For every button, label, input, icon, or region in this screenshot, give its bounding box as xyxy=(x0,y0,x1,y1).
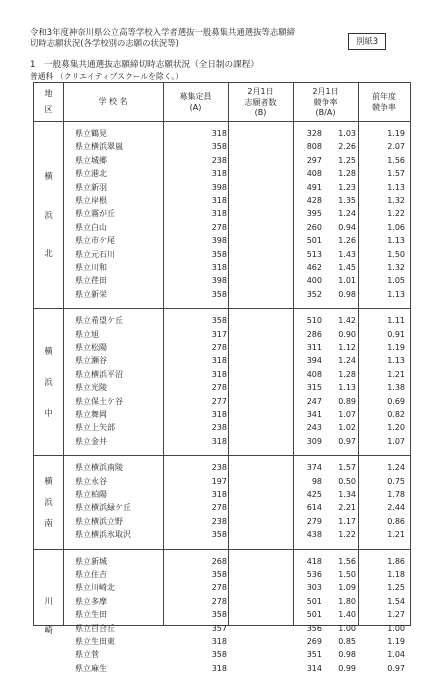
applicants-cell: 314 xyxy=(306,663,322,673)
applicants-cell: 510 xyxy=(306,316,322,326)
capacity-cell: 318 xyxy=(211,263,227,272)
prev-ratio-cell: 2.44 xyxy=(387,503,405,513)
ratio-cell: 0.99 xyxy=(338,663,356,673)
ratio-cell: 0.50 xyxy=(338,476,356,486)
prev-ratio-cell: 1.19 xyxy=(387,637,405,646)
applicants-cell: 501 xyxy=(306,596,322,606)
ratio-cell: 0.85 xyxy=(338,637,356,646)
table-body xyxy=(34,83,410,673)
school-name-cell: 県立岸根 xyxy=(75,196,107,205)
applicants-cell: 260 xyxy=(306,222,322,232)
header-prev-ratio: 前年度 競争率 xyxy=(372,92,396,112)
table-row xyxy=(63,261,410,274)
ratio-cell: 1.01 xyxy=(338,276,356,286)
capacity-cell: 318 xyxy=(211,490,227,499)
ratio-cell: 1.17 xyxy=(338,516,356,526)
capacity-cell: 318 xyxy=(211,369,227,379)
region-char: 南 xyxy=(44,517,53,528)
prev-ratio-cell: 1.57 xyxy=(387,169,405,179)
table-row xyxy=(63,515,410,528)
school-name-cell: 県立永谷 xyxy=(75,476,107,486)
prev-ratio-cell: 0.82 xyxy=(387,410,405,419)
table-row xyxy=(63,234,410,247)
applicants-cell: 351 xyxy=(306,650,322,660)
prev-ratio-cell: 1.22 xyxy=(387,209,405,219)
school-name-cell: 県立横浜南陵 xyxy=(75,463,123,473)
ratio-cell: 1.28 xyxy=(338,369,356,379)
header-ratio: 2月1日 競争率 (B/A) xyxy=(312,87,339,117)
ratio-cell: 1.34 xyxy=(338,490,356,499)
school-name-cell: 県立川崎北 xyxy=(75,583,115,593)
applicants-cell: 438 xyxy=(306,530,322,540)
prev-ratio-cell: 1.86 xyxy=(387,556,405,566)
capacity-cell: 398 xyxy=(211,182,227,192)
school-name-cell: 県立白山 xyxy=(75,222,107,232)
school-name-cell: 県立元石川 xyxy=(75,249,115,259)
document-title xyxy=(30,27,330,49)
table-row xyxy=(63,555,410,568)
capacity-cell: 278 xyxy=(211,222,227,232)
applicants-cell: 501 xyxy=(306,610,322,620)
capacity-cell: 358 xyxy=(211,316,227,326)
prev-ratio-cell: 0.75 xyxy=(387,476,405,486)
table-row xyxy=(63,207,410,220)
prev-ratio-cell: 0.86 xyxy=(387,516,405,526)
school-name-cell: 県立市ケ尾 xyxy=(75,236,115,246)
applicants-cell: 408 xyxy=(306,369,322,379)
school-name-cell: 県立鶴見 xyxy=(75,129,107,138)
table-row xyxy=(63,648,410,661)
prev-ratio-cell: 1.78 xyxy=(387,490,405,499)
capacity-cell: 278 xyxy=(211,383,227,393)
school-name-cell: 県立横浜氷取沢 xyxy=(75,530,131,540)
applicants-cell: 408 xyxy=(306,169,322,179)
school-name-cell: 県立住吉 xyxy=(75,570,107,579)
table-row xyxy=(63,408,410,421)
prev-ratio-cell: 1.25 xyxy=(387,583,405,593)
prev-ratio-cell: 1.04 xyxy=(387,650,405,660)
school-name-cell: 県立麻生 xyxy=(75,663,107,673)
applicants-cell: 356 xyxy=(306,623,322,633)
table-row xyxy=(63,581,410,594)
region-label xyxy=(34,121,63,308)
ratio-cell: 1.00 xyxy=(338,623,356,633)
region-label xyxy=(34,549,63,682)
school-name-cell: 県立保土ケ谷 xyxy=(75,396,123,406)
table-row xyxy=(63,528,410,541)
school-name-cell: 県立瀬谷 xyxy=(75,356,107,366)
applicants-cell: 297 xyxy=(306,155,322,165)
table-row xyxy=(63,488,410,501)
applicants-cell: 462 xyxy=(306,263,322,272)
prev-ratio-cell: 1.38 xyxy=(387,383,405,393)
ratio-cell: 1.25 xyxy=(338,155,356,165)
prev-ratio-cell: 1.13 xyxy=(387,289,405,299)
capacity-cell: 238 xyxy=(211,463,227,473)
applicants-table xyxy=(33,82,411,673)
ratio-cell: 1.57 xyxy=(338,463,356,473)
applicants-cell: 315 xyxy=(306,383,322,393)
region-char: 崎 xyxy=(44,624,53,635)
subsection-note: 普通科 （クリエイティブスクールを除く。） xyxy=(30,72,184,81)
prev-ratio-cell: 0.91 xyxy=(387,329,405,339)
ratio-cell: 1.12 xyxy=(338,343,356,352)
ratio-cell: 0.98 xyxy=(338,650,356,660)
applicants-cell: 303 xyxy=(306,583,322,593)
header-school: 学 校 名 xyxy=(98,97,128,106)
applicants-cell: 309 xyxy=(306,436,322,446)
ratio-cell: 1.28 xyxy=(338,169,356,179)
prev-ratio-cell: 1.20 xyxy=(387,423,405,433)
applicants-cell: 395 xyxy=(306,209,322,219)
capacity-cell: 197 xyxy=(211,476,227,486)
table-row xyxy=(63,341,410,354)
region-char: 浜 xyxy=(44,496,53,507)
ratio-cell: 1.09 xyxy=(338,583,356,593)
school-name-cell: 県立旭 xyxy=(75,329,99,339)
section-heading: 1 一般募集共通選抜志願締切時志願状況（全日制の課程） xyxy=(30,60,259,70)
ratio-cell: 1.02 xyxy=(338,423,356,433)
prev-ratio-cell: 1.32 xyxy=(387,263,405,272)
capacity-cell: 238 xyxy=(211,423,227,433)
table-row xyxy=(63,194,410,207)
school-name-cell: 県立菅 xyxy=(75,650,99,660)
ratio-cell: 1.56 xyxy=(338,556,356,566)
table-row xyxy=(63,167,410,180)
table-row xyxy=(63,501,410,514)
capacity-cell: 318 xyxy=(211,129,227,138)
ratio-cell: 0.90 xyxy=(338,329,356,339)
prev-ratio-cell: 1.50 xyxy=(387,249,405,259)
school-name-cell: 県立柏陽 xyxy=(75,490,107,499)
school-name-cell: 県立金井 xyxy=(75,436,107,446)
applicants-cell: 286 xyxy=(306,329,322,339)
ratio-cell: 1.40 xyxy=(338,610,356,620)
capacity-cell: 357 xyxy=(211,623,227,633)
prev-ratio-cell: 0.97 xyxy=(387,663,405,673)
applicants-cell: 400 xyxy=(306,276,322,286)
school-name-cell: 県立荏田 xyxy=(75,276,107,286)
ratio-cell: 0.94 xyxy=(338,222,356,232)
applicants-cell: 501 xyxy=(306,236,322,246)
table-row xyxy=(63,568,410,581)
capacity-cell: 318 xyxy=(211,209,227,219)
prev-ratio-cell: 1.21 xyxy=(387,369,405,379)
capacity-cell: 238 xyxy=(211,155,227,165)
capacity-cell: 277 xyxy=(211,396,227,406)
ratio-cell: 2.21 xyxy=(338,503,356,513)
applicants-cell: 428 xyxy=(306,196,322,205)
table-row xyxy=(63,314,410,327)
table-row xyxy=(63,662,410,675)
capacity-cell: 278 xyxy=(211,343,227,352)
capacity-cell: 358 xyxy=(211,249,227,259)
ratio-cell: 1.22 xyxy=(338,530,356,540)
capacity-cell: 398 xyxy=(211,276,227,286)
header-divider xyxy=(34,121,410,122)
header-capacity: 募集定員 (A) xyxy=(179,92,212,112)
table-row xyxy=(63,248,410,261)
table-row xyxy=(63,461,410,474)
prev-ratio-cell: 1.00 xyxy=(387,623,405,633)
table-row xyxy=(63,395,410,408)
prev-ratio-cell: 1.19 xyxy=(387,343,405,352)
prev-ratio-cell: 1.21 xyxy=(387,530,405,540)
school-name-cell: 県立横浜翠嵐 xyxy=(75,142,123,152)
prev-ratio-cell: 1.24 xyxy=(387,463,405,473)
capacity-cell: 318 xyxy=(211,196,227,205)
ratio-cell: 1.35 xyxy=(338,196,356,205)
applicants-cell: 311 xyxy=(306,343,322,352)
applicants-cell: 341 xyxy=(306,410,322,419)
applicants-cell: 614 xyxy=(306,503,322,513)
table-row xyxy=(63,368,410,381)
ratio-cell: 1.43 xyxy=(338,249,356,259)
table-row xyxy=(63,127,410,140)
ratio-cell: 0.97 xyxy=(338,436,356,446)
table-row xyxy=(63,595,410,608)
school-name-cell: 県立上矢部 xyxy=(75,423,115,433)
applicants-cell: 536 xyxy=(306,570,322,579)
ratio-cell: 1.45 xyxy=(338,263,356,272)
applicants-cell: 269 xyxy=(306,637,322,646)
capacity-cell: 358 xyxy=(211,570,227,579)
prev-ratio-cell: 1.05 xyxy=(387,276,405,286)
applicants-cell: 279 xyxy=(306,516,322,526)
table-row xyxy=(63,354,410,367)
school-name-cell: 県立生田 xyxy=(75,610,107,620)
prev-ratio-cell: 1.18 xyxy=(387,570,405,579)
region-char: 中 xyxy=(44,407,53,418)
capacity-cell: 358 xyxy=(211,610,227,620)
region-char: 横 xyxy=(44,345,53,356)
capacity-cell: 238 xyxy=(211,516,227,526)
school-name-cell: 県立横浜立野 xyxy=(75,516,123,526)
table-row xyxy=(63,328,410,341)
capacity-cell: 278 xyxy=(211,596,227,606)
prev-ratio-cell: 1.54 xyxy=(387,596,405,606)
capacity-cell: 318 xyxy=(211,169,227,179)
prev-ratio-cell: 2.07 xyxy=(387,142,405,152)
school-name-cell: 県立川和 xyxy=(75,263,107,272)
ratio-cell: 0.89 xyxy=(338,396,356,406)
table-row xyxy=(63,154,410,167)
school-name-cell: 県立生田東 xyxy=(75,637,115,646)
header-applicants: 2月1日 志願者数 (B) xyxy=(244,87,277,117)
school-name-cell: 県立百合丘 xyxy=(75,623,115,633)
table-row xyxy=(63,622,410,635)
applicants-cell: 418 xyxy=(306,556,322,566)
capacity-cell: 268 xyxy=(211,556,227,566)
prev-ratio-cell: 1.06 xyxy=(387,222,405,232)
school-name-cell: 県立横浜緑ケ丘 xyxy=(75,503,131,513)
region-label xyxy=(34,455,63,548)
table-row xyxy=(63,608,410,621)
table-row xyxy=(63,181,410,194)
table-row xyxy=(63,435,410,448)
region-char: 浜 xyxy=(44,209,53,220)
applicants-cell: 425 xyxy=(306,490,322,499)
school-name-cell: 県立横浜平沼 xyxy=(75,369,123,379)
school-name-cell: 県立新羽 xyxy=(75,182,107,192)
applicants-cell: 328 xyxy=(306,129,322,138)
capacity-cell: 317 xyxy=(211,329,227,339)
capacity-cell: 278 xyxy=(211,583,227,593)
capacity-cell: 278 xyxy=(211,503,227,513)
applicants-cell: 243 xyxy=(306,423,322,433)
group-divider xyxy=(34,549,410,550)
capacity-cell: 318 xyxy=(211,663,227,673)
applicants-cell: 98 xyxy=(311,476,322,486)
prev-ratio-cell: 1.07 xyxy=(387,436,405,446)
applicants-cell: 374 xyxy=(306,463,322,473)
prev-ratio-cell: 1.13 xyxy=(387,236,405,246)
capacity-cell: 358 xyxy=(211,530,227,540)
school-name-cell: 県立新栄 xyxy=(75,289,107,299)
group-divider xyxy=(34,455,410,456)
table-row xyxy=(63,381,410,394)
title-line-2: 切時志願状況(各学校別の志願の状況等) xyxy=(30,38,179,48)
ratio-cell: 1.24 xyxy=(338,356,356,366)
region-char: 浜 xyxy=(44,376,53,387)
capacity-cell: 318 xyxy=(211,436,227,446)
table-row xyxy=(63,140,410,153)
capacity-cell: 358 xyxy=(211,289,227,299)
table-row xyxy=(63,274,410,287)
prev-ratio-cell: 1.13 xyxy=(387,356,405,366)
applicants-cell: 247 xyxy=(306,396,322,406)
prev-ratio-cell: 1.32 xyxy=(387,196,405,205)
region-label xyxy=(34,308,63,455)
table-row xyxy=(63,288,410,301)
capacity-cell: 398 xyxy=(211,236,227,246)
school-name-cell: 県立新城 xyxy=(75,556,107,566)
prev-ratio-cell: 1.56 xyxy=(387,155,405,165)
region-char: 横 xyxy=(44,476,53,487)
ratio-cell: 0.98 xyxy=(338,289,356,299)
table-row xyxy=(63,475,410,488)
prev-ratio-cell: 1.11 xyxy=(387,316,405,326)
header-region: 地 区 xyxy=(44,89,53,114)
ratio-cell: 1.42 xyxy=(338,316,356,326)
ratio-cell: 1.80 xyxy=(338,596,356,606)
attachment-badge: 別紙3 xyxy=(348,33,386,50)
ratio-cell: 1.07 xyxy=(338,410,356,419)
applicants-cell: 394 xyxy=(306,356,322,366)
table-row xyxy=(63,221,410,234)
capacity-cell: 358 xyxy=(211,650,227,660)
table-row xyxy=(63,421,410,434)
prev-ratio-cell: 1.19 xyxy=(387,129,405,138)
capacity-cell: 318 xyxy=(211,356,227,366)
capacity-cell: 318 xyxy=(211,410,227,419)
region-char: 川 xyxy=(44,595,53,606)
title-line-1: 令和3年度神奈川県公立高等学校入学者選抜一般募集共通選抜等志願締 xyxy=(30,27,295,37)
ratio-cell: 2.26 xyxy=(338,142,356,152)
region-char: 北 xyxy=(44,248,53,259)
applicants-cell: 808 xyxy=(306,142,322,152)
prev-ratio-cell: 1.27 xyxy=(387,610,405,620)
applicants-cell: 352 xyxy=(306,289,322,299)
ratio-cell: 1.13 xyxy=(338,383,356,393)
ratio-cell: 1.03 xyxy=(338,129,356,138)
applicants-cell: 491 xyxy=(306,182,322,192)
school-name-cell: 県立希望ケ丘 xyxy=(75,316,123,326)
ratio-cell: 1.23 xyxy=(338,182,356,192)
capacity-cell: 358 xyxy=(211,142,227,152)
applicants-cell: 513 xyxy=(306,249,322,259)
capacity-cell: 318 xyxy=(211,637,227,646)
prev-ratio-cell: 1.13 xyxy=(387,182,405,192)
school-name-cell: 県立多摩 xyxy=(75,596,107,606)
prev-ratio-cell: 0.69 xyxy=(387,396,405,406)
region-char: 横 xyxy=(44,171,53,182)
school-name-cell: 県立光陵 xyxy=(75,383,107,393)
school-name-cell: 県立舞岡 xyxy=(75,410,107,419)
ratio-cell: 1.26 xyxy=(338,236,356,246)
school-name-cell: 県立松陽 xyxy=(75,343,107,352)
school-name-cell: 県立霧が丘 xyxy=(75,209,115,219)
school-name-cell: 県立城郷 xyxy=(75,155,107,165)
school-name-cell: 県立港北 xyxy=(75,169,107,179)
ratio-cell: 1.24 xyxy=(338,209,356,219)
group-divider xyxy=(34,308,410,309)
ratio-cell: 1.50 xyxy=(338,570,356,579)
